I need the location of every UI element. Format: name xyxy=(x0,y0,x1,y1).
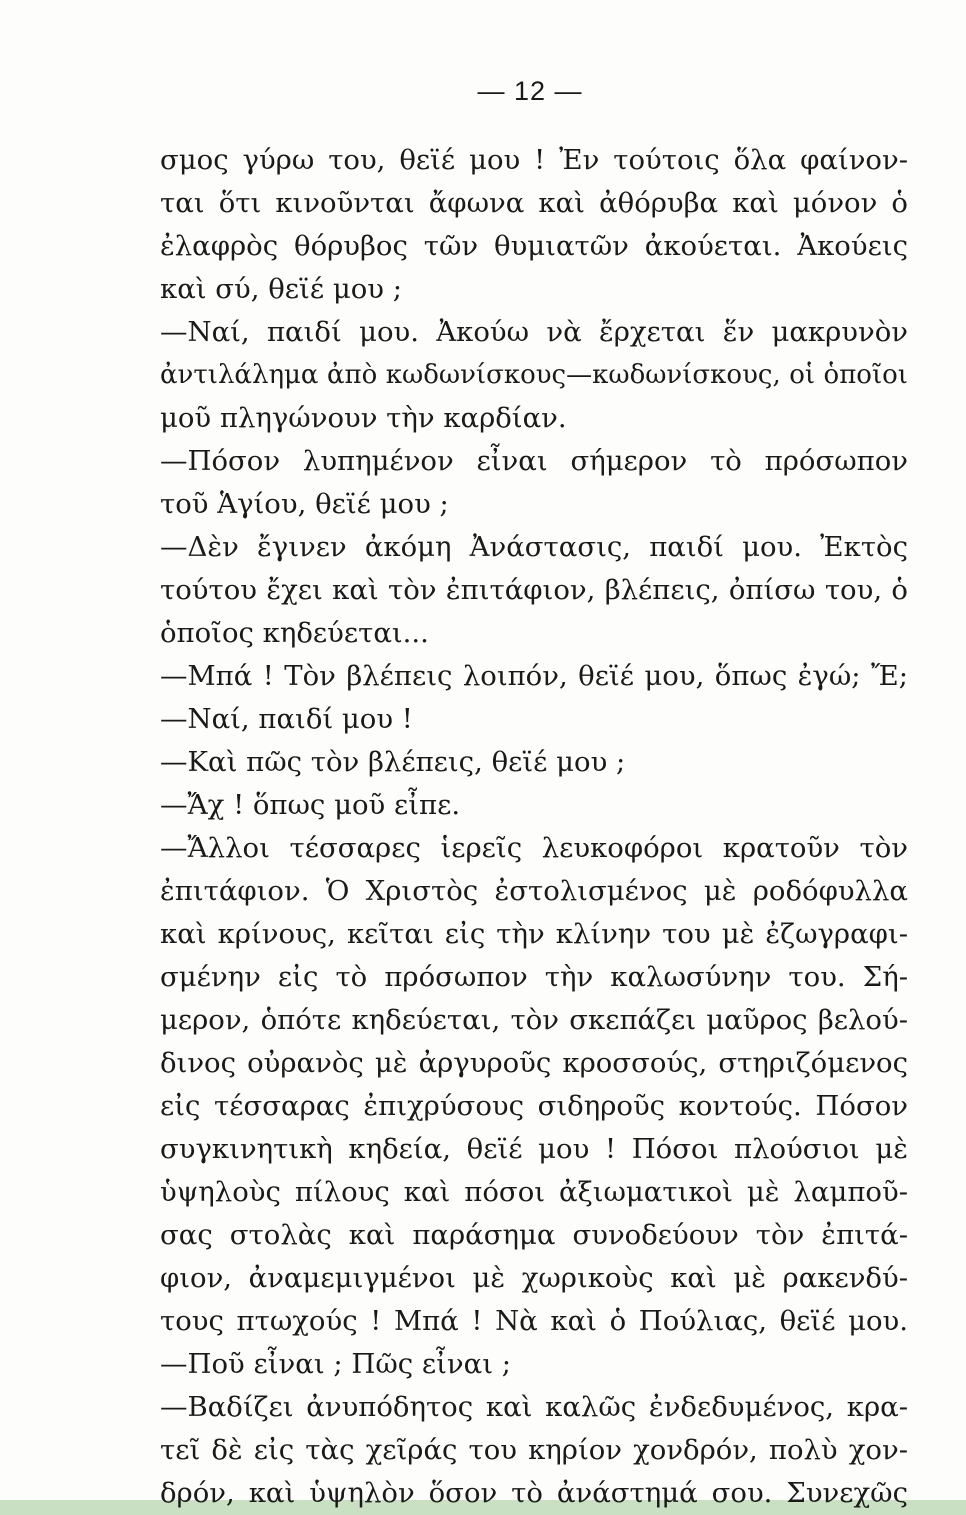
text-line: φιον, ἀναμεμιγμένοι μὲ χωρικοὺς καὶ μὲ ρακενδύ- xyxy=(160,1262,908,1294)
text-line: ἐλαφρὸς θόρυβος τῶν θυμιατῶν ἀκούεται. Ἀκούεις xyxy=(160,230,908,262)
text-line: τους πτωχούς ! Μπά ! Νὰ καὶ ὁ Πούλιας, θεϊέ μου. xyxy=(160,1305,908,1337)
text-line: —Μπά ! Τὸν βλέπεις λοιπόν, θεϊέ μου, ὅπως ἐγώ; Ἔ; xyxy=(160,660,908,692)
text-line: ἐπιτάφιον. Ὁ Χριστὸς ἐστολισμένος μὲ ροδόφυλλα xyxy=(160,875,908,907)
text-line: καὶ κρίνους, κεῖται εἰς τὴν κλίνην του μὲ ἐζωγραφι- xyxy=(160,918,908,950)
text-line: σμένην εἰς τὸ πρόσωπον τὴν καλωσύνην του. Σή- xyxy=(160,961,908,993)
text-line: —Ποῦ εἶναι ; Πῶς εἶναι ; xyxy=(160,1348,512,1380)
text-line: συγκινητικὴ κηδεία, θεϊέ μου ! Πόσοι πλούσιοι μὲ xyxy=(160,1133,908,1165)
text-line: —Ναί, παιδί μου ! xyxy=(160,703,413,735)
text-line: σμος γύρω του, θεϊέ μου ! Ἐν τούτοις ὅλα φαίνον- xyxy=(160,144,908,176)
text-line: τεῖ δὲ εἰς τὰς χεῖράς του κηρίον χονδρόν, πολὺ χον- xyxy=(160,1434,908,1466)
text-line: μερον, ὁπότε κηδεύεται, τὸν σκεπάζει μαῦρος βελού- xyxy=(160,1004,908,1036)
page-number: — 12 — xyxy=(477,76,583,106)
text-line: ται ὅτι κινοῦνται ἄφωνα καὶ ἀθόρυβα καὶ μόνον ὁ xyxy=(160,187,908,219)
text-line: —Πόσον λυπημένον εἶναι σήμερον τὸ πρόσωπον xyxy=(160,445,908,477)
text-line: δρόν, καὶ ὑψηλὸν ὅσον τὸ ἀνάστημά σου. Συνεχῶς xyxy=(160,1477,908,1509)
text-line: —Ἄλλοι τέσσαρες ἱερεῖς λευκοφόροι κρατοῦν τὸν xyxy=(160,832,908,864)
text-line: μοῦ πληγώνουν τὴν καρδίαν. xyxy=(160,402,567,434)
text-line: τούτου ἔχει καὶ τὸν ἐπιτάφιον, βλέπεις, ὀπίσω του, ὁ xyxy=(160,574,908,606)
text-line: —Βαδίζει ἀνυπόδητος καὶ καλῶς ἐνδεδυμένος, κρα- xyxy=(160,1391,908,1423)
text-line: ἀντιλάλημα ἀπὸ κωδωνίσκους—κωδωνίσκους, οἱ ὁποῖοι xyxy=(160,360,908,390)
text-line: ὁποῖος κηδεύεται... xyxy=(160,617,429,649)
text-line: —Ἄχ ! ὅπως μοῦ εἶπε. xyxy=(160,789,461,821)
text-line: —Δὲν ἔγινεν ἀκόμη Ἀνάστασις, παιδί μου. Ἐκτὸς xyxy=(160,531,908,563)
text-line: ὑψηλοὺς πίλους καὶ πόσοι ἀξιωματικοὶ μὲ λαμποῦ- xyxy=(160,1176,908,1208)
text-line: τοῦ Ἁγίου, θεϊέ μου ; xyxy=(160,488,449,520)
text-line: δινος οὐρανὸς μὲ ἀργυροῦς κροσσούς, στηριζόμενος xyxy=(160,1047,908,1079)
text-line: καὶ σύ, θεϊέ μου ; xyxy=(160,273,402,305)
body-text xyxy=(160,139,908,1515)
text-line: εἰς τέσσαρας ἐπιχρύσους σιδηροῦς κοντούς. Πόσον xyxy=(160,1090,908,1122)
text-line: σας στολὰς καὶ παράσημα συνοδεύουν τὸν ἐπιτά- xyxy=(160,1219,908,1251)
text-line: —Καὶ πῶς τὸν βλέπεις, θεϊέ μου ; xyxy=(160,746,626,778)
text-line: —Ναί, παιδί μου. Ἀκούω νὰ ἔρχεται ἕν μακρυνὸν xyxy=(160,316,908,348)
